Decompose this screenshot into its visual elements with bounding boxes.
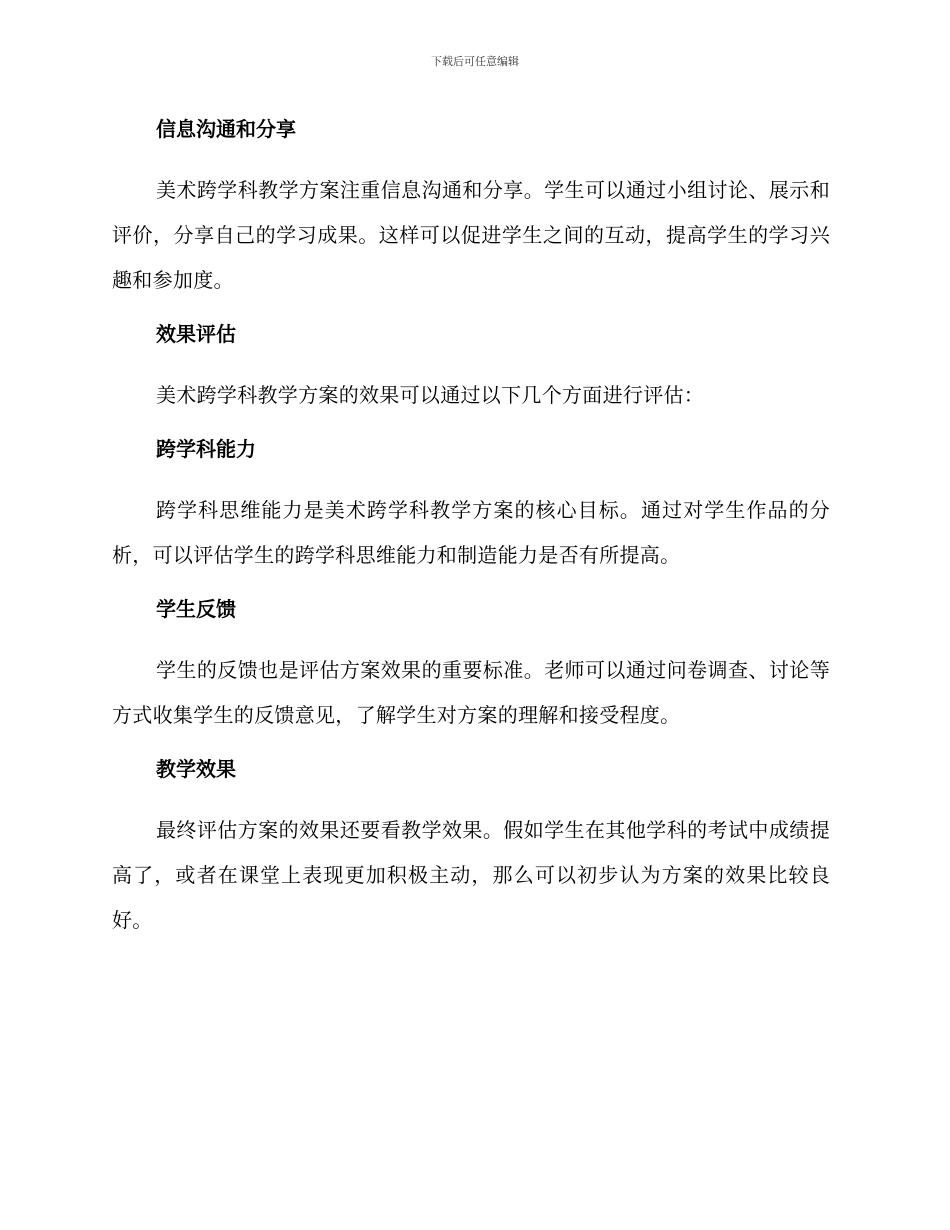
section-heading-student-feedback: 学生反馈 (156, 597, 236, 621)
section-heading-info-sharing: 信息沟通和分享 (156, 117, 296, 141)
section-paragraph-info-sharing: 美术跨学科教学方案注重信息沟通和分享。学生可以通过小组讨论、展示和评价，分享自己的学习成果。这样可以促进学生之间的互动，提高学生的学习兴趣和参加度。 (112, 178, 830, 292)
section-paragraph-teaching-effect: 最终评估方案的效果还要看教学效果。假如学生在其他学科的考试中成绩提高了，或者在课堂上表现更加积极主动，那么可以初步认为方案的效果比较良好。 (112, 818, 830, 932)
section-paragraph-student-feedback: 学生的反馈也是评估方案效果的重要标准。老师可以通过问卷调查、讨论等方式收集学生的反馈意见，了解学生对方案的理解和接受程度。 (112, 658, 830, 727)
section-heading-evaluation: 效果评估 (156, 322, 236, 346)
section-paragraph-interdisciplinary-ability: 跨学科思维能力是美术跨学科教学方案的核心目标。通过对学生作品的分析，可以评估学生的跨学科思维能力和制造能力是否有所提高。 (112, 498, 830, 567)
section-paragraph-evaluation: 美术跨学科教学方案的效果可以通过以下几个方面进行评估： (156, 383, 705, 407)
document-body (112, 114, 830, 959)
header-note: 下载后可任意编辑 (431, 55, 519, 68)
section-heading-interdisciplinary-ability: 跨学科能力 (156, 437, 256, 461)
section-heading-teaching-effect: 教学效果 (156, 757, 236, 781)
